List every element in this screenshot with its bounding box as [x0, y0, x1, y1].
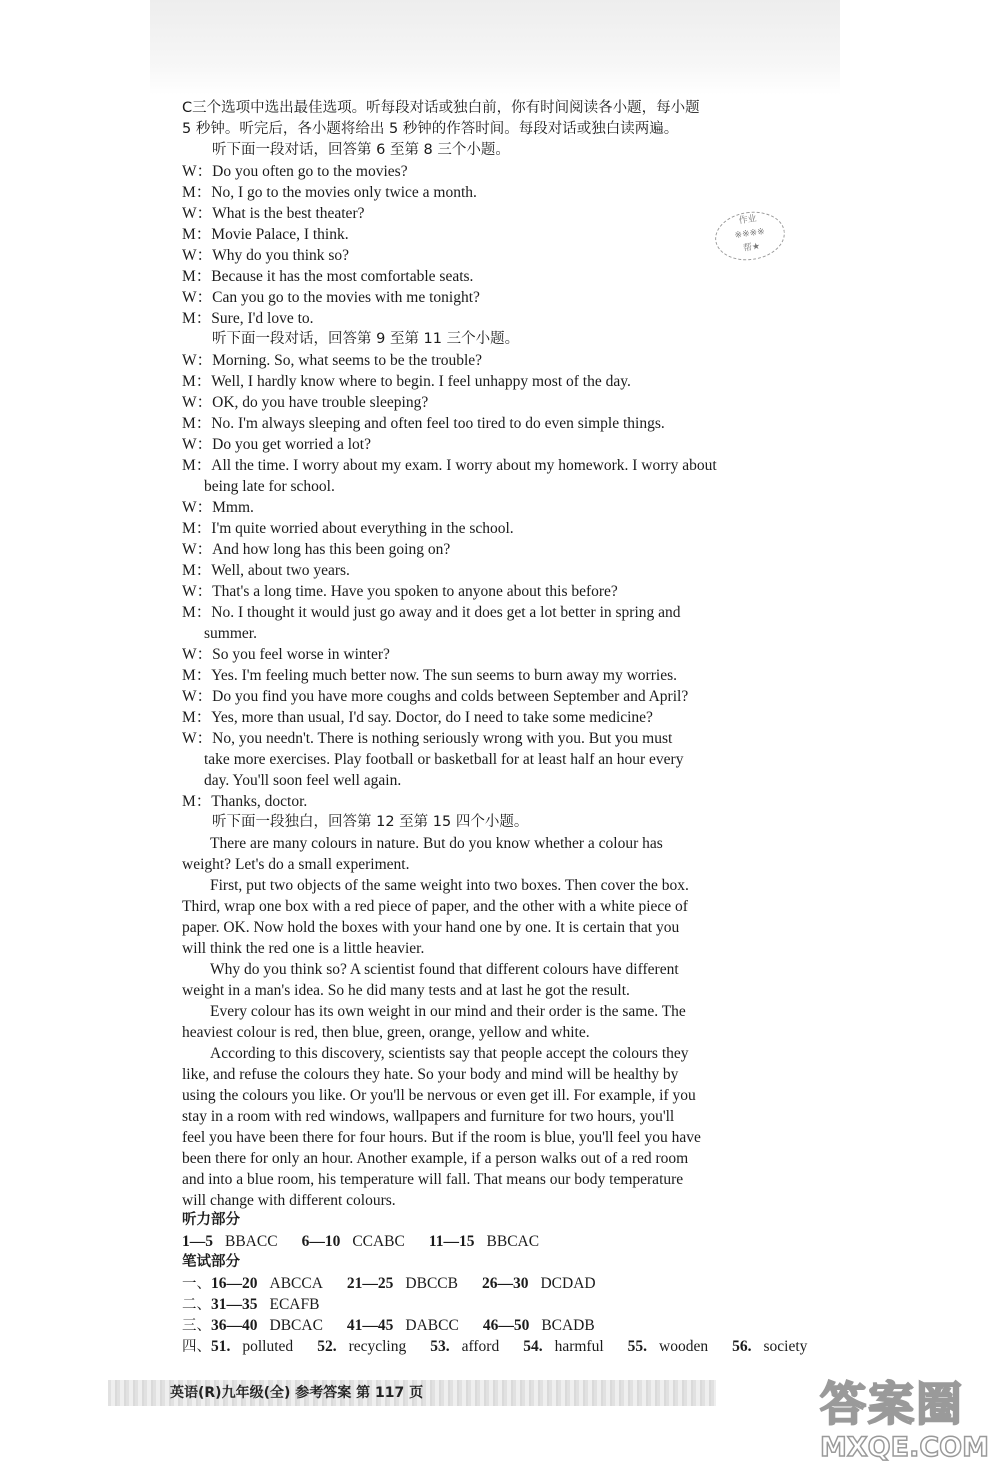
answer-value: DCDAD — [540, 1275, 596, 1292]
text-line: 听下面一段独白，回答第 12 至第 15 四个小题。 — [212, 814, 529, 830]
answer-value: DBCCB — [405, 1275, 458, 1292]
answer-value: polluted — [242, 1338, 294, 1355]
text-line: M：Because it has the most comfortable seats. — [182, 268, 474, 285]
answer-range: 36—40 — [211, 1317, 258, 1334]
text-line: been there for only an hour. Another example, if a person walks out of a red room — [182, 1150, 689, 1167]
answer-value: recycling — [348, 1338, 407, 1355]
section-label: 四、 — [182, 1339, 211, 1355]
text-line: stay in a room with red windows, wallpapers and furniture for two hours, you'll — [182, 1108, 675, 1125]
stamp-line-2: ※※※※ — [734, 226, 766, 242]
text-line: M：No, I go to the movies only twice a month. — [182, 184, 477, 201]
answer-value: BBACC — [225, 1233, 278, 1250]
text-line: M：Movie Palace, I think. — [182, 226, 349, 243]
answer-value: society — [763, 1338, 808, 1355]
text-line: W：Do you find you have more coughs and colds between September and April? — [182, 688, 689, 705]
stamp-line-1: 作业 — [738, 213, 758, 227]
text-line: weight in a man's idea. So he did many tests and at last he got the result. — [182, 982, 630, 999]
text-line: M：Sure, I'd love to. — [182, 310, 314, 327]
answer-range: 6—10 — [301, 1233, 341, 1250]
answer-value: DABCC — [405, 1317, 459, 1334]
text-line: W：And how long has this been going on? — [182, 541, 451, 558]
answer-page — [150, 0, 840, 1471]
stamp-line-3: 帮★ — [742, 241, 761, 255]
text-line: and into a blue room, his temperature will fall. That means our body temperature — [182, 1171, 684, 1188]
answer-range: 53. — [430, 1338, 450, 1355]
text-line: will change with different colours. — [182, 1192, 396, 1209]
text-line: heaviest colour is red, then blue, green, orange, yellow and white. — [182, 1024, 590, 1041]
section-label: 三、 — [182, 1318, 211, 1334]
text-line: M：Yes. I'm feeling much better now. The sun seems to burn away my worries. — [182, 667, 677, 684]
homework-stamp — [712, 207, 788, 264]
answer-value: DBCAC — [269, 1317, 323, 1334]
section-2-answers — [182, 1294, 319, 1316]
text-line: W：Why do you think so? — [182, 247, 350, 264]
answer-range: 11—15 — [428, 1233, 475, 1250]
answer-range: 56. — [732, 1338, 752, 1355]
text-line: M：I'm quite worried about everything in the school. — [182, 520, 514, 537]
watermark-url: MXQE.COM — [820, 1432, 989, 1463]
text-line: M：Well, about two years. — [182, 562, 350, 579]
text-line: 5 秒钟。听完后，各小题将给出 5 秒钟的作答时间。每段对话或独白读两遍。 — [182, 121, 679, 137]
section-label: 二、 — [182, 1297, 211, 1313]
section-3-answers — [182, 1315, 595, 1337]
answer-range: 26—30 — [481, 1275, 529, 1292]
text-line: summer. — [204, 625, 257, 642]
answer-value: ECAFB — [269, 1296, 320, 1313]
watermark-logo — [820, 1368, 995, 1468]
text-line: 听下面一段对话，回答第 6 至第 8 三个小题。 — [212, 142, 510, 158]
text-line: W：OK, do you have trouble sleeping? — [182, 394, 429, 411]
text-line: using the colours you like. Or you'll be nervous or even get ill. For example, if you — [182, 1087, 696, 1104]
answer-range: 51. — [211, 1338, 231, 1355]
text-line: W：Do you get worried a lot? — [182, 436, 371, 453]
answer-value: BCADB — [541, 1317, 595, 1334]
text-line: 听下面一段对话，回答第 9 至第 11 三个小题。 — [212, 331, 520, 347]
listening-heading: 听力部分 — [182, 1212, 240, 1228]
section-4-answers — [182, 1336, 807, 1358]
answer-value: CCABC — [352, 1233, 405, 1250]
answer-range: 21—25 — [346, 1275, 394, 1292]
text-line: W：Morning. So, what seems to be the trouble? — [182, 352, 483, 369]
text-line: W：Do you often go to the movies? — [182, 163, 408, 180]
text-line: M：Thanks, doctor. — [182, 793, 308, 810]
text-line: C三个选项中选出最佳选项。听每段对话或独白前，你有时间阅读各小题，每小题 — [182, 100, 700, 116]
text-line: Third, wrap one box with a red piece of paper, and the other with a white piece of — [182, 898, 688, 915]
answer-range: 54. — [523, 1338, 543, 1355]
answer-value: ABCCA — [269, 1275, 323, 1292]
text-line: Every colour has its own weight in our mind and their order is the same. The — [210, 1003, 686, 1020]
text-line: feel you have been there for four hours. But if the room is blue, you'll feel you have — [182, 1129, 701, 1146]
text-line: First, put two objects of the same weight into two boxes. Then cover the box. — [210, 877, 689, 894]
text-line: paper. OK. Now hold the boxes with your hand one by one. It is certain that you — [182, 919, 680, 936]
text-line: W：What is the best theater? — [182, 205, 365, 222]
text-line: take more exercises. Play football or basketball for at least half an hour every — [204, 751, 684, 768]
listening-answers — [182, 1231, 539, 1252]
text-line: Why do you think so? A scientist found that different colours have different — [210, 961, 679, 978]
written-heading: 笔试部分 — [182, 1254, 240, 1270]
text-line: There are many colours in nature. But do you know whether a colour has — [210, 835, 663, 852]
answer-range: 52. — [317, 1338, 337, 1355]
text-line: day. You'll soon feel well again. — [204, 772, 402, 789]
text-line: M：Yes, more than usual, I'd say. Doctor, do I need to take some medicine? — [182, 709, 653, 726]
text-line: M：No. I'm always sleeping and often feel too tired to do even simple things. — [182, 415, 665, 432]
answer-value: afford — [461, 1338, 500, 1355]
answer-value: wooden — [659, 1338, 709, 1355]
answer-range: 31—35 — [211, 1296, 258, 1313]
section-label: 一、 — [182, 1276, 211, 1292]
text-line: W：That's a long time. Have you spoken to anyone about this before? — [182, 583, 618, 600]
page-footer: 英语(R)九年级(全) 参考答案 第 117 页 — [170, 1385, 424, 1401]
text-line: W：No, you needn't. There is nothing seriously wrong with you. But you must — [182, 730, 673, 747]
text-line: W：Can you go to the movies with me tonight? — [182, 289, 480, 306]
answer-value: harmful — [554, 1338, 604, 1355]
text-line: According to this discovery, scientists say that people accept the colours they — [210, 1045, 689, 1062]
answer-value: BBCAC — [486, 1233, 540, 1250]
text-line: M：All the time. I worry about my exam. I worry about my homework. I worry about — [182, 457, 717, 474]
text-line: M：Well, I hardly know where to begin. I feel unhappy most of the day. — [182, 373, 631, 390]
text-line: weight? Let's do a small experiment. — [182, 856, 410, 873]
answer-range: 1—5 — [182, 1233, 213, 1250]
answer-range: 55. — [627, 1338, 648, 1355]
text-line: W：Mmm. — [182, 499, 254, 516]
watermark-text: 答案圈 — [820, 1377, 964, 1431]
text-line: like, and refuse the colours they hate. So your body and mind will be healthy by — [182, 1066, 679, 1083]
text-line: M：No. I thought it would just go away and it does get a lot better in spring and — [182, 604, 681, 621]
answer-range: 16—20 — [211, 1275, 258, 1292]
text-line: W：So you feel worse in winter? — [182, 646, 390, 663]
section-1-answers — [182, 1273, 596, 1295]
text-line: being late for school. — [204, 478, 335, 495]
answer-range: 46—50 — [482, 1317, 530, 1334]
answer-range: 41—45 — [346, 1317, 394, 1334]
text-line: will think the red one is a little heavier. — [182, 940, 425, 957]
